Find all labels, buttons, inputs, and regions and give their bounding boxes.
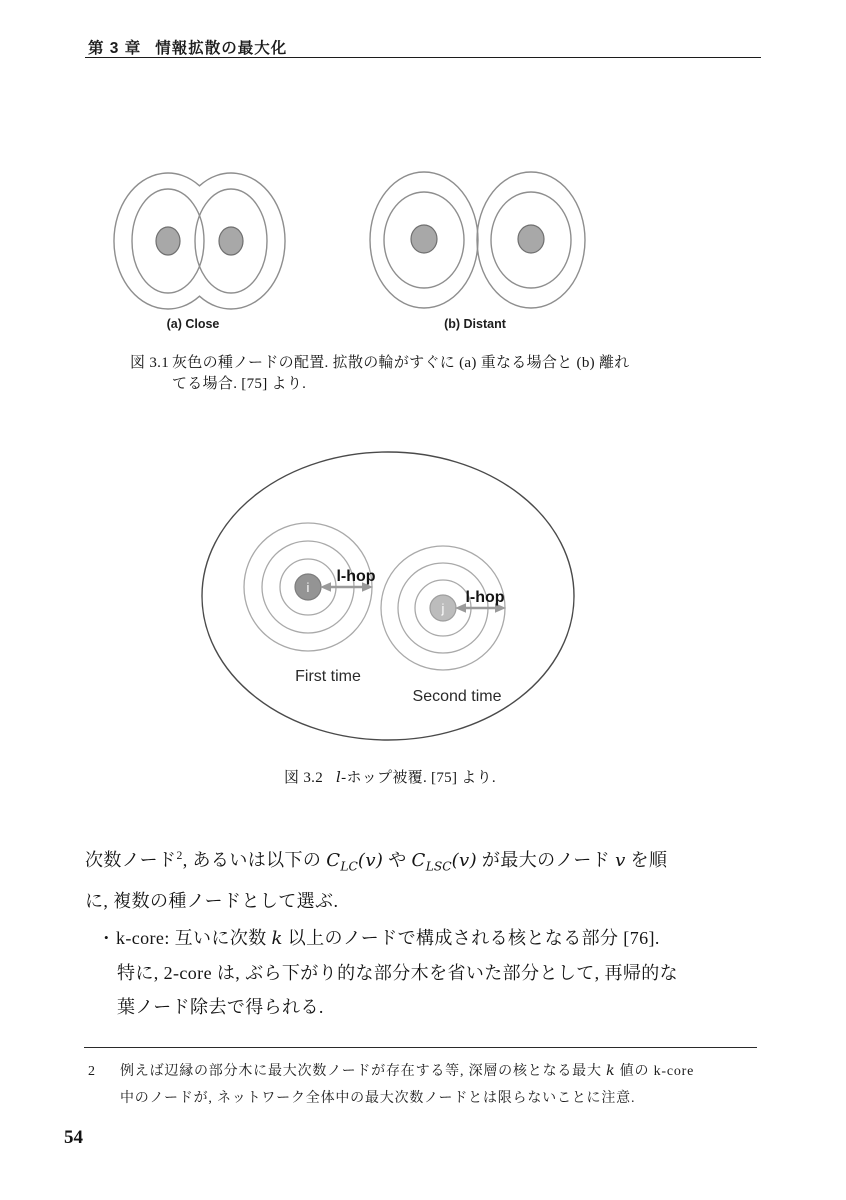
node-j-label: j bbox=[441, 601, 445, 616]
outer-diffusion-contour-merged bbox=[114, 173, 285, 309]
footnote-line-1 bbox=[120, 1058, 765, 1085]
figure-3-1a-close bbox=[114, 173, 285, 331]
subfigure-a-label: (a) Close bbox=[166, 317, 220, 331]
footnote-reference: 2 bbox=[176, 849, 183, 862]
math-C: C bbox=[326, 850, 341, 871]
body-paragraph bbox=[85, 839, 745, 918]
math-sub-LSC: LSC bbox=[425, 859, 452, 874]
text-run: k-core: 互いに次数 bbox=[115, 928, 272, 948]
seed-node-right bbox=[219, 227, 243, 255]
text-run: が最大のノード bbox=[477, 850, 616, 870]
second-time-label: Second time bbox=[412, 688, 502, 705]
subfigure-b-label: (b) Distant bbox=[444, 317, 506, 331]
figure-3-2-caption-label: 図 3.2 bbox=[284, 770, 324, 786]
figure-3-2-caption bbox=[190, 767, 590, 789]
footnote-text bbox=[120, 1058, 765, 1112]
text-run: 例えば辺縁の部分木に最大次数ノードが存在する等, 深層の核となる最大 bbox=[120, 1064, 607, 1079]
running-header bbox=[88, 36, 287, 58]
kcore-bullet-item bbox=[104, 921, 734, 1024]
figure-3-1 bbox=[100, 162, 700, 342]
chapter-label: 第 3 章 bbox=[88, 40, 142, 57]
lhop-label-left: l-hop bbox=[336, 568, 376, 585]
footnote-line-2: 中のノードが, ネットワーク全体中の最大次数ノードとは限らないことに注意. bbox=[120, 1091, 636, 1106]
lhop-label-right: l-hop bbox=[465, 589, 505, 606]
caption-text: -ホップ被覆. [75] より. bbox=[341, 770, 496, 786]
bullet-line-2: 特に, 2-core は, ぶら下がり的な部分木を省いた部分として, 再帰的な bbox=[117, 963, 679, 983]
figure-3-1-caption-label: 図 3.1 bbox=[130, 355, 170, 371]
footnote-rule bbox=[84, 1047, 757, 1048]
chapter-title: 情報拡散の最大化 bbox=[155, 40, 288, 57]
text-run: や bbox=[383, 850, 412, 870]
bullet-line-3: 葉ノード除去で得られる. bbox=[117, 997, 324, 1017]
math-l: l bbox=[336, 768, 342, 786]
text-run: 値の k-core bbox=[615, 1064, 695, 1079]
bullet-line-1 bbox=[104, 921, 734, 956]
header-rule bbox=[85, 57, 761, 58]
caption-line: てる場合. [75] より. bbox=[172, 376, 307, 392]
arrowhead-left bbox=[320, 582, 331, 592]
math-k: k bbox=[606, 1063, 616, 1079]
math-arg-v: (v) bbox=[451, 850, 478, 871]
page-number: 54 bbox=[64, 1127, 83, 1148]
math-arg-v: (v) bbox=[357, 850, 384, 871]
figure-3-2 bbox=[190, 442, 590, 748]
paragraph-line-2: に, 複数の種ノードとして選ぶ. bbox=[85, 890, 339, 911]
caption-line: 灰色の種ノードの配置. 拡散の輪がすぐに (a) 重なる場合と (b) 離れ bbox=[172, 355, 630, 371]
paragraph-line-1 bbox=[85, 839, 745, 884]
text-run: , あるいは以下の bbox=[182, 850, 327, 870]
text-run: を順 bbox=[625, 850, 668, 870]
seed-node-left bbox=[156, 227, 180, 255]
first-time-coverage bbox=[244, 523, 376, 685]
text-run: 次数ノード bbox=[85, 850, 177, 870]
seed-node-left bbox=[411, 225, 437, 253]
second-time-coverage bbox=[381, 546, 506, 705]
math-sub-LC: LC bbox=[340, 859, 358, 874]
text-run: 以上のノードで構成される核となる部分 [76]. bbox=[282, 928, 660, 948]
math-C: C bbox=[411, 850, 426, 871]
figure-3-1b-distant bbox=[370, 172, 585, 331]
bullet-marker: • bbox=[104, 930, 109, 945]
node-i-label: i bbox=[306, 580, 310, 595]
arrowhead-left bbox=[455, 603, 466, 613]
figure-3-1-caption bbox=[172, 353, 672, 395]
seed-node-right bbox=[518, 225, 544, 253]
math-v: v bbox=[615, 850, 626, 871]
math-k: k bbox=[271, 928, 283, 949]
footnote-number: 2 bbox=[88, 1064, 96, 1079]
first-time-label: First time bbox=[295, 668, 361, 685]
network-boundary-ellipse bbox=[202, 452, 574, 740]
